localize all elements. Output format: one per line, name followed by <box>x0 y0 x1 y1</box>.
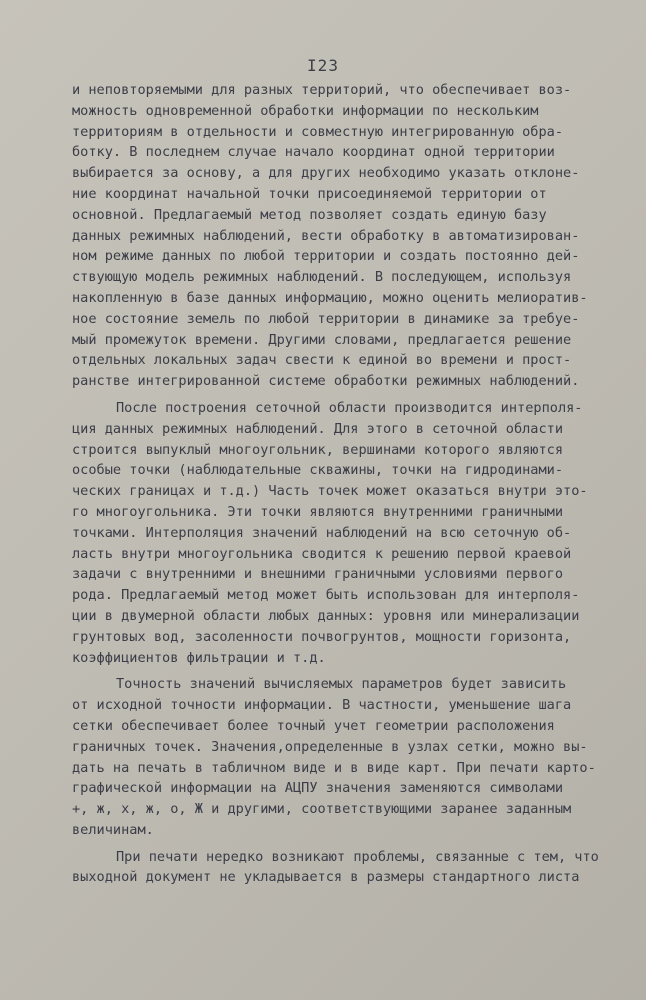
text-line: ное состояние земель по любой территории в динамике за требуе- <box>72 310 580 327</box>
text-line: от исходной точности информации. В частности, уменьшение шага <box>72 697 572 714</box>
text-line: ном режиме данных по любой территории и создать постоянно дей- <box>72 248 580 265</box>
text-line: дать на печать в табличном виде и в виде карт. При печати карто- <box>72 759 596 776</box>
text-line: коэффициентов фильтрации и т.д. <box>72 649 326 666</box>
text-line: мый промежуток времени. Другими словами, предлагается решение <box>72 331 572 348</box>
text-line: ранстве интегрированной системе обработки режимных наблюдений. <box>72 373 580 390</box>
text-line: рода. Предлагаемый метод может быть использован для интерполя- <box>72 587 580 604</box>
text-line: го многоугольника. Эти точки являются внутренними граничными <box>72 503 564 520</box>
text-line: +, ж, х, ж, о, Ж и другими, соответствующими заранее заданным <box>72 801 572 818</box>
text-line: накопленную в базе данных информацию, можно оценить мелиоратив- <box>72 289 588 306</box>
text-line: ласть внутри многоугольника сводится к решению первой краевой <box>72 545 572 562</box>
text-line: точками. Интерполяция значений наблюдений на всю сеточную об- <box>72 524 572 541</box>
text-line: При печати нередко возникают проблемы, связанные с тем, что <box>116 848 599 865</box>
text-line: После построения сеточной области производится интерполя- <box>116 399 583 416</box>
text-line: ция данных режимных наблюдений. Для этого в сеточной области <box>72 420 564 437</box>
body-text <box>72 80 612 888</box>
text-line: величинам. <box>72 821 154 838</box>
text-line: выходной документ не укладывается в размеры стандартного листа <box>72 869 580 886</box>
paragraph <box>72 80 612 392</box>
text-line: граничных точек. Значения,определенные в узлах сетки, можно вы- <box>72 738 588 755</box>
text-line: ческих границах и т.д.) Часть точек может оказаться внутри это- <box>72 483 588 500</box>
text-line: Точность значений вычисляемых параметров будет зависить <box>116 676 567 693</box>
text-line: можность одновременной обработки информации по нескольким <box>72 102 539 119</box>
paragraph <box>72 674 612 840</box>
text-line: выбирается за основу, а для других необходимо указать отклоне- <box>72 165 580 182</box>
text-line: задачи с внутренними и внешними граничными условиями первого <box>72 566 564 583</box>
paragraph <box>72 847 612 889</box>
text-line: ние координат начальной точки присоединяемой территории от <box>72 185 547 202</box>
text-line: отдельных локальных задач свести к единой во времени и прост- <box>72 352 572 369</box>
text-line: графической информации на АЦПУ значения заменяются символами <box>72 780 564 797</box>
text-line: сетки обеспечивает более точный учет геометрии расположения <box>72 717 555 734</box>
text-line: и неповторяемыми для разных территорий, что обеспечивает воз- <box>72 82 572 98</box>
text-line: строится выпуклый многоугольник, вершинами которого являются <box>72 441 564 458</box>
text-line: грунтовых вод, засоленности почвогрунтов, мощности горизонта, <box>72 628 572 645</box>
text-line: основной. Предлагаемый метод позволяет создать единую базу <box>72 206 547 223</box>
page-number: I23 <box>307 56 339 75</box>
text-line: ботку. В последнем случае начало координат одной территории <box>72 144 555 161</box>
text-line: территориям в отдельности и совместную интегрированную обра- <box>72 123 564 140</box>
text-line: данных режимных наблюдений, вести обработку в автоматизирован- <box>72 227 580 244</box>
text-line: ствующую модель режимных наблюдений. В последующем, используя <box>72 269 572 286</box>
text-line: ции в двумерной области любых данных: уровня или минерализации <box>72 607 580 624</box>
text-line: особые точки (наблюдательные скважины, точки на гидродинами- <box>72 462 564 479</box>
paragraph <box>72 398 612 668</box>
